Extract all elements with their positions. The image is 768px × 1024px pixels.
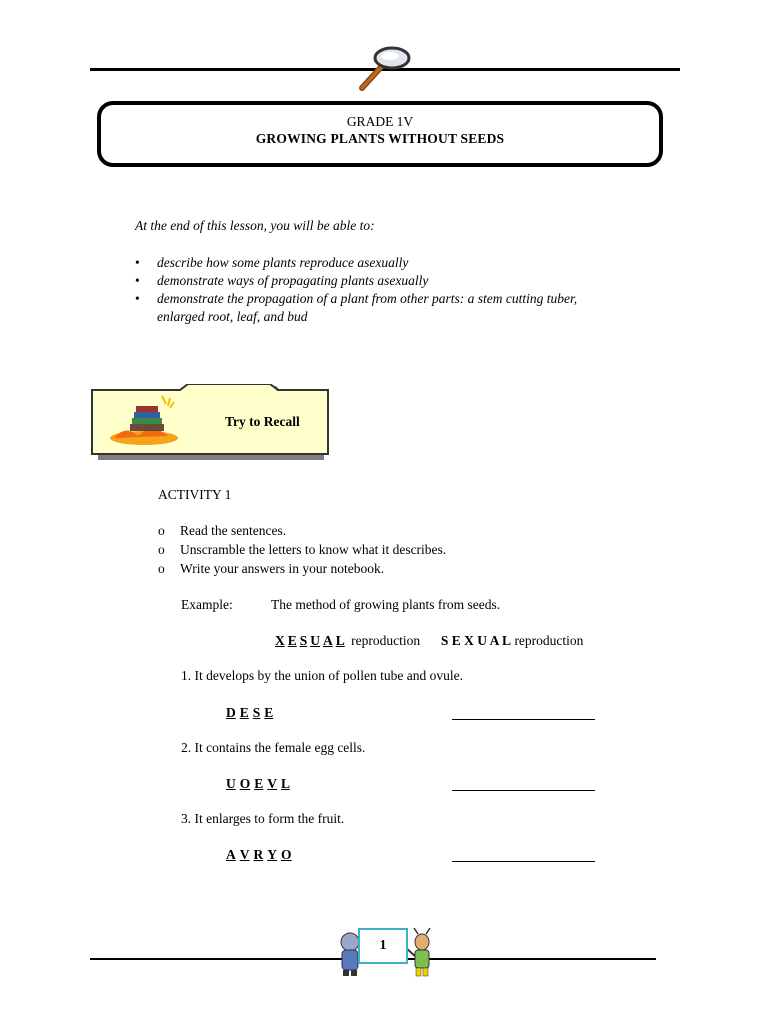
example-label: Example:: [181, 597, 233, 612]
scrambled-word-1: D E S E: [226, 705, 274, 720]
example-answer: S E X U A L: [440, 633, 512, 648]
question-3: 3. It enlarges to form the fruit.: [181, 811, 345, 826]
objectives-list: [135, 254, 615, 326]
scrambled-word-3: A V R Y O: [226, 847, 292, 862]
objective-item: • describe how some plants reproduce asexually: [135, 255, 409, 270]
section-label: Try to Recall: [225, 414, 300, 429]
magnifier-icon: [354, 44, 412, 92]
example-scrambled: X E S U A L: [275, 633, 345, 648]
objective-item: • demonstrate ways of propagating plants asexually: [135, 273, 429, 288]
grade-label: GRADE 1V: [346, 114, 414, 129]
instruction-item: o Read the sentences.: [158, 523, 287, 538]
scrambled-word-2: U O E V L: [226, 776, 291, 791]
books-icon: [108, 394, 180, 446]
lesson-title: GROWING PLANTS WITHOUT SEEDS: [255, 131, 505, 146]
example-suffix: reproduction: [351, 633, 421, 648]
answer-blank-2[interactable]: [452, 790, 595, 791]
example-answer-suffix: reproduction: [514, 633, 584, 648]
page-number: 1: [358, 928, 408, 964]
instruction-item: o Write your answers in your notebook.: [158, 561, 385, 576]
question-1: 1. It develops by the union of pollen tube and ovule.: [181, 668, 463, 683]
example-line: [275, 633, 583, 649]
question-2: 2. It contains the female egg cells.: [181, 740, 366, 755]
activity-title: ACTIVITY 1: [158, 487, 232, 502]
instruction-item: o Unscramble the letters to know what it describes.: [158, 542, 447, 557]
example-text: The method of growing plants from seeds.: [271, 597, 501, 612]
try-to-recall-banner: [90, 384, 330, 458]
objective-item: • demonstrate the propagation of a plant from other parts: a stem cutting tuber, enlarged root, leaf, and bud: [135, 291, 578, 324]
answer-blank-1[interactable]: [452, 719, 595, 720]
objectives-intro: At the end of this lesson, you will be able to:: [135, 218, 375, 233]
title-box: [97, 101, 663, 167]
answer-blank-3[interactable]: [452, 861, 595, 862]
